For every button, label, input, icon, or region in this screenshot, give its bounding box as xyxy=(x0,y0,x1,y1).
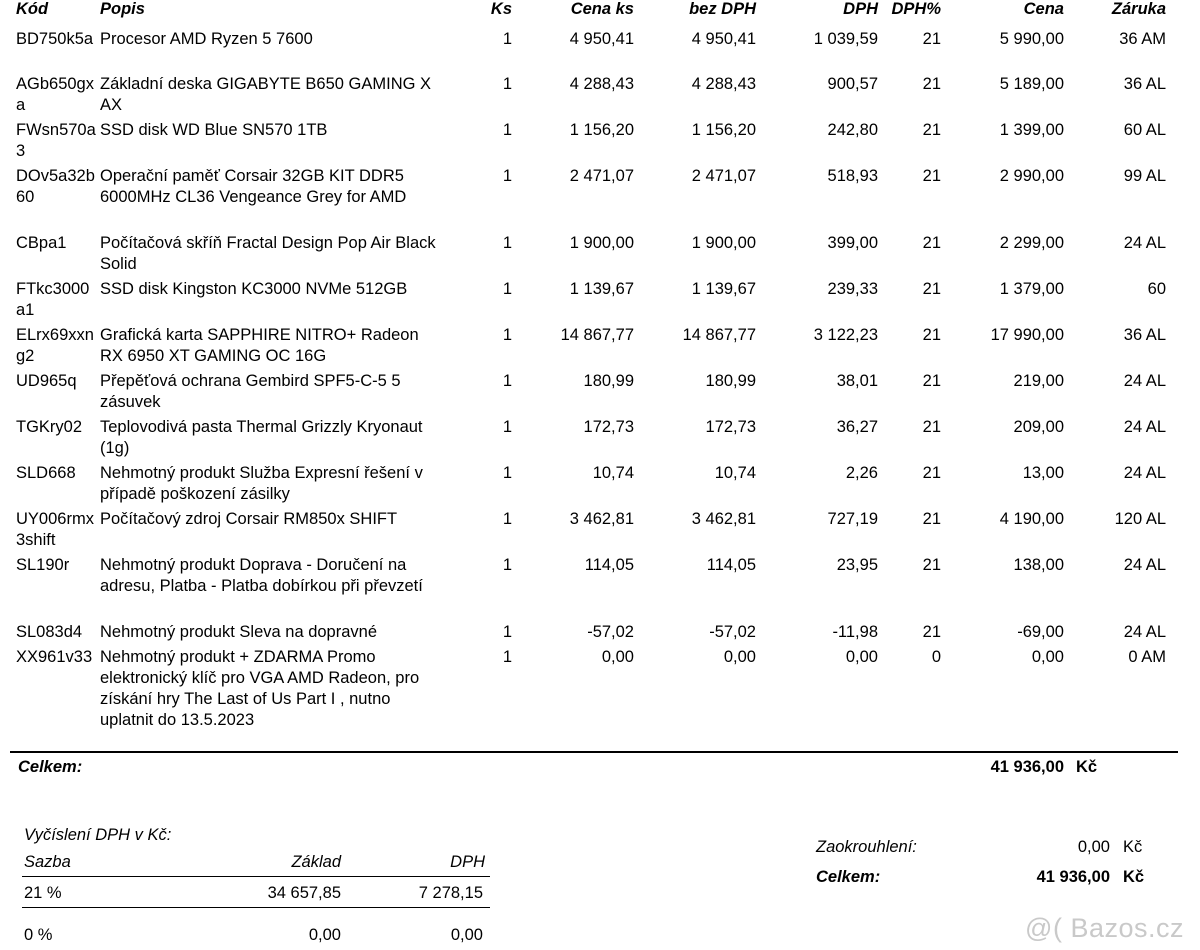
row-vat-rate: 21 xyxy=(922,372,941,390)
row-warranty: 24 AL xyxy=(1123,372,1166,390)
row-net: 0,00 xyxy=(723,648,756,666)
row-description: Teplovodivá pasta Thermal Grizzly Kryonaut (1g) xyxy=(100,418,423,457)
final-total-label: Celkem: xyxy=(816,868,881,886)
row-net: 1 900,00 xyxy=(691,234,756,252)
header-ks: Ks xyxy=(490,0,512,18)
row-vat-rate: 21 xyxy=(922,280,941,298)
row-code: SL190r xyxy=(16,556,70,574)
row-net: 3 462,81 xyxy=(691,510,756,528)
row-unit-price: 4 950,41 xyxy=(569,30,634,48)
row-unit-price: 14 867,77 xyxy=(560,326,634,344)
row-net: 180,99 xyxy=(705,372,756,390)
vat-row-rate: 21 % xyxy=(24,884,62,902)
row-qty: 1 xyxy=(502,556,512,574)
row-unit-price: 0,00 xyxy=(601,648,634,666)
row-code: BD750k5a xyxy=(16,30,94,48)
row-net: 4 288,43 xyxy=(691,75,756,93)
row-qty: 1 xyxy=(502,121,512,139)
row-vat: 727,19 xyxy=(827,510,878,528)
row-price: 4 190,00 xyxy=(999,510,1064,528)
row-code: SLD668 xyxy=(16,464,76,482)
row-vat-rate: 21 xyxy=(922,167,941,185)
row-vat: 23,95 xyxy=(836,556,878,574)
row-unit-price: 3 462,81 xyxy=(569,510,634,528)
vat-row-base: 34 657,85 xyxy=(267,884,341,902)
header-zaruka: Záruka xyxy=(1111,0,1166,18)
row-vat: 399,00 xyxy=(827,234,878,252)
row-warranty: 24 AL xyxy=(1123,418,1166,436)
total-currency: Kč xyxy=(1076,758,1098,776)
row-warranty: 120 AL xyxy=(1114,510,1166,528)
row-warranty: 36 AM xyxy=(1119,30,1166,48)
row-vat-rate: 21 xyxy=(922,623,941,641)
row-description: Počítačový zdroj Corsair RM850x SHIFT xyxy=(100,510,398,528)
row-qty: 1 xyxy=(502,648,512,666)
row-warranty: 24 AL xyxy=(1123,464,1166,482)
row-vat-rate: 21 xyxy=(922,30,941,48)
row-qty: 1 xyxy=(502,510,512,528)
row-net: 114,05 xyxy=(706,556,756,574)
header-cena: Cena xyxy=(1023,0,1064,18)
row-vat: 0,00 xyxy=(845,648,878,666)
row-code: CBpa1 xyxy=(16,234,67,252)
row-unit-price: 180,99 xyxy=(583,372,634,390)
row-description: SSD disk WD Blue SN570 1TB xyxy=(100,121,328,139)
row-qty: 1 xyxy=(502,418,512,436)
row-vat-rate: 21 xyxy=(922,234,941,252)
row-price: 2 299,00 xyxy=(999,234,1064,252)
row-code: AGb650gxa xyxy=(16,75,94,114)
row-qty: 1 xyxy=(502,372,512,390)
row-description: Nehmotný produkt Doprava - Doručení na adresu, Platba - Platba dobírkou při převzetí xyxy=(100,556,423,595)
vat-row-vat: 7 278,15 xyxy=(418,884,483,902)
row-description: Nehmotný produkt Služba Expresní řešení v případě poškození zásilky xyxy=(100,464,423,503)
row-description: Operační paměť Corsair 32GB KIT DDR5 6000MHz CL36 Vengeance Grey for AMD xyxy=(100,167,407,206)
watermark: @( Bazos.cz xyxy=(1025,913,1184,943)
rounding-currency: Kč xyxy=(1123,838,1143,856)
header-cena-ks: Cena ks xyxy=(570,0,634,18)
row-qty: 1 xyxy=(502,464,512,482)
vat-header-zaklad: Základ xyxy=(291,853,341,871)
row-unit-price: 172,73 xyxy=(583,418,634,436)
row-vat: 3 122,23 xyxy=(813,326,878,344)
row-unit-price: 1 156,20 xyxy=(569,121,634,139)
row-code: XX961v33 xyxy=(16,648,93,666)
row-description: Přepěťová ochrana Gembird SPF5-C-5 5 zásuvek xyxy=(100,372,401,411)
row-description: Nehmotný produkt Sleva na dopravné xyxy=(100,623,378,641)
row-description: Základní deska GIGABYTE B650 GAMING X AX xyxy=(100,75,432,114)
row-description: Počítačová skříň Fractal Design Pop Air Black Solid xyxy=(100,234,436,273)
row-price: 5 990,00 xyxy=(999,30,1064,48)
row-vat: 2,26 xyxy=(845,464,878,482)
row-unit-price: 114,05 xyxy=(584,556,634,574)
row-warranty: 24 AL xyxy=(1123,623,1166,641)
row-price: 2 990,00 xyxy=(999,167,1064,185)
row-price: 0,00 xyxy=(1031,648,1064,666)
row-price: -69,00 xyxy=(1017,623,1064,641)
row-price: 5 189,00 xyxy=(999,75,1064,93)
row-vat-rate: 21 xyxy=(922,464,941,482)
row-net: 10,74 xyxy=(714,464,756,482)
row-warranty: 24 AL xyxy=(1123,234,1166,252)
header-dph: DPH xyxy=(843,0,878,18)
row-qty: 1 xyxy=(502,234,512,252)
row-description: Procesor AMD Ryzen 5 7600 xyxy=(100,30,313,48)
row-vat: -11,98 xyxy=(832,623,878,641)
row-price: 1 379,00 xyxy=(999,280,1064,298)
row-vat: 38,01 xyxy=(836,372,878,390)
row-vat: 518,93 xyxy=(827,167,878,185)
row-warranty: 60 xyxy=(1147,280,1166,298)
row-price: 219,00 xyxy=(1013,372,1064,390)
row-vat-rate: 21 xyxy=(922,556,941,574)
row-warranty: 36 AL xyxy=(1123,75,1166,93)
row-vat-rate: 21 xyxy=(922,75,941,93)
row-price: 209,00 xyxy=(1013,418,1064,436)
row-description: Grafická karta SAPPHIRE NITRO+ Radeon RX 6950 XT GAMING OC 16G xyxy=(100,326,419,365)
row-code: ELrx69xxng2 xyxy=(16,326,94,365)
total-label: Celkem: xyxy=(18,758,83,776)
row-code: FTkc3000a1 xyxy=(16,280,90,319)
vat-row-base: 0,00 xyxy=(308,926,341,944)
row-vat-rate: 21 xyxy=(922,121,941,139)
row-net: 1 156,20 xyxy=(691,121,756,139)
row-code: FWsn570a3 xyxy=(16,121,96,160)
vat-header-dph: DPH xyxy=(450,853,485,871)
row-qty: 1 xyxy=(502,326,512,344)
row-net: 2 471,07 xyxy=(691,167,756,185)
vat-header-sazba: Sazba xyxy=(24,853,71,871)
row-price: 17 990,00 xyxy=(990,326,1064,344)
row-net: 14 867,77 xyxy=(682,326,756,344)
row-net: 1 139,67 xyxy=(691,280,756,298)
row-code: SL083d4 xyxy=(16,623,83,641)
row-qty: 1 xyxy=(502,623,512,641)
row-warranty: 60 AL xyxy=(1123,121,1166,139)
row-vat-rate: 21 xyxy=(922,418,941,436)
row-vat-rate: 21 xyxy=(922,326,941,344)
row-code: UD965q xyxy=(16,372,77,390)
row-warranty: 24 AL xyxy=(1123,556,1166,574)
row-net: 4 950,41 xyxy=(691,30,756,48)
row-code: DOv5a32b60 xyxy=(16,167,95,206)
row-vat-rate: 0 xyxy=(931,648,941,666)
row-qty: 1 xyxy=(502,167,512,185)
final-total-value: 41 936,00 xyxy=(1036,868,1110,886)
row-vat-rate: 21 xyxy=(922,510,941,528)
row-unit-price: 1 139,67 xyxy=(569,280,634,298)
row-net: -57,02 xyxy=(709,623,756,641)
final-total-currency: Kč xyxy=(1123,868,1145,886)
row-qty: 1 xyxy=(502,280,512,298)
row-warranty: 99 AL xyxy=(1123,167,1166,185)
row-vat: 242,80 xyxy=(827,121,878,139)
row-unit-price: 1 900,00 xyxy=(569,234,634,252)
row-price: 13,00 xyxy=(1022,464,1064,482)
row-vat: 1 039,59 xyxy=(813,30,878,48)
header-kod: Kód xyxy=(16,0,49,18)
row-unit-price: -57,02 xyxy=(587,623,634,641)
row-unit-price: 4 288,43 xyxy=(569,75,634,93)
row-unit-price: 2 471,07 xyxy=(569,167,634,185)
row-code: TGKry02 xyxy=(16,418,83,436)
row-description: Nehmotný produkt + ZDARMA Promo elektronický klíč pro VGA AMD Radeon, pro získání hry The Last of Us Part I , nutno uplatnit do 13.5.2023 xyxy=(100,648,420,729)
vat-row-vat: 0,00 xyxy=(450,926,483,944)
row-unit-price: 10,74 xyxy=(592,464,634,482)
row-description: SSD disk Kingston KC3000 NVMe 512GB xyxy=(100,280,408,298)
row-vat: 36,27 xyxy=(836,418,878,436)
row-vat: 239,33 xyxy=(827,280,878,298)
rounding-label: Zaokrouhlení: xyxy=(816,838,917,856)
total-value: 41 936,00 xyxy=(990,758,1064,776)
vat-header-divider xyxy=(22,876,490,877)
header-popis: Popis xyxy=(100,0,145,18)
row-qty: 1 xyxy=(502,75,512,93)
row-code: UY006rmx3shift xyxy=(16,510,94,549)
row-qty: 1 xyxy=(502,30,512,48)
header-dph-pct: DPH% xyxy=(891,0,941,18)
row-vat: 900,57 xyxy=(827,75,878,93)
vat-row-divider xyxy=(22,907,490,908)
row-price: 138,00 xyxy=(1013,556,1064,574)
header-bez-dph: bez DPH xyxy=(689,0,756,18)
row-net: 172,73 xyxy=(705,418,756,436)
vat-row-rate: 0 % xyxy=(24,926,53,944)
vat-summary-title: Vyčíslení DPH v Kč: xyxy=(24,826,172,844)
rounding-value: 0,00 xyxy=(1077,838,1110,856)
total-divider xyxy=(10,751,1178,753)
row-warranty: 36 AL xyxy=(1123,326,1166,344)
row-price: 1 399,00 xyxy=(999,121,1064,139)
row-warranty: 0 AM xyxy=(1128,648,1166,666)
